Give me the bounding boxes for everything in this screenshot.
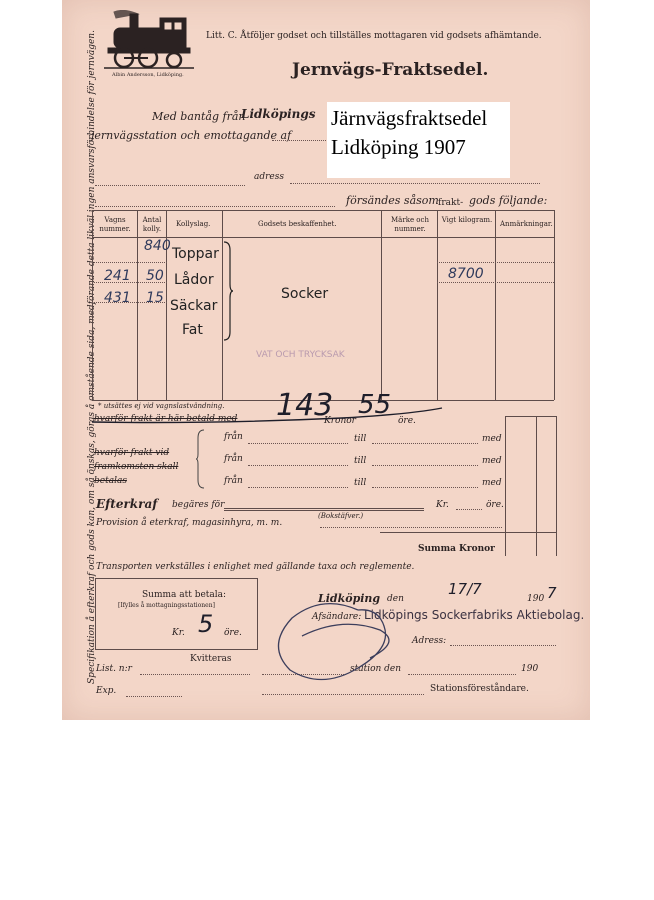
kollyslag-sackar: Säckar	[170, 298, 218, 314]
table-col-border	[92, 210, 93, 400]
summa-ore-label: öre.	[224, 628, 242, 638]
provision-label: Provision å eterkraf, magasinhyra, m. m.	[96, 518, 283, 528]
forsandes-label: försändes såsom	[346, 194, 439, 207]
header-vigt-kilogram: Vigt kilogram.	[441, 216, 493, 224]
list-nr-label: List. n:r	[96, 664, 132, 674]
name-line	[95, 185, 245, 186]
summa-att-betala-subtitle: [Ifylles å mottagningsstationen]	[118, 602, 215, 609]
efterkraf-kr-line	[456, 509, 482, 510]
fran-brace	[196, 428, 206, 490]
frakt-label: frakt-	[438, 198, 464, 208]
station-year: 190	[521, 664, 539, 674]
station-den-label: station den	[350, 664, 402, 674]
fran-line-1	[248, 443, 348, 444]
summa-kronor-label: Summa Kronor	[418, 544, 495, 554]
adress-line	[290, 183, 540, 184]
header-godsets-beskaffenhet: Godsets beskaffenhet.	[258, 220, 337, 228]
amount-kronor: 143	[276, 388, 334, 423]
sender-date: 17/7	[448, 580, 482, 598]
antal-kolly-2: 15	[146, 290, 164, 306]
amount-box-border	[505, 416, 506, 556]
sender-adress-line	[450, 645, 556, 646]
kollyslag-toppar: Toppar	[172, 246, 219, 262]
till-line-2	[372, 465, 478, 466]
table-col-border	[137, 210, 138, 400]
vigt-kilogram: 8700	[448, 266, 484, 282]
row-rule	[437, 282, 554, 283]
header-vagns-nummer: Vagns nummer.	[99, 216, 131, 233]
brace-bracket	[222, 240, 234, 342]
row-rule	[92, 262, 167, 263]
kollyslag-fat: Fat	[182, 322, 203, 338]
emottagande-line	[272, 140, 326, 141]
provision-line	[320, 527, 502, 528]
fran-label-2: från	[224, 454, 243, 464]
side-margin-text: Specifikation å efterkraf och gods kan, om så önskas, göras å omstående sida, medförande detta likväl ingen ansvarsförbindelse för jernvägen.	[87, 30, 97, 684]
table-col-border	[495, 210, 496, 400]
locomotive-illustration	[104, 10, 196, 72]
antal-total: 840	[144, 238, 171, 254]
transport-note: Transporten verkställes i enlighet med gällande taxa och reglemente.	[96, 562, 415, 572]
signature-scrawl	[262, 586, 412, 696]
faint-stamp: VAT OCH TRYCKSAK	[256, 350, 345, 360]
antal-kolly-1: 50	[146, 268, 164, 284]
till-line-1	[372, 443, 478, 444]
hvarfor-label: hvarför frakt är här betald med	[94, 414, 238, 424]
table-col-border	[381, 210, 382, 400]
caption-title: Järnvägsfraktsedel	[331, 106, 488, 130]
header-anmarkningar: Anmärkningar.	[500, 220, 553, 228]
sender-den-label: den	[387, 594, 404, 604]
summa-att-betala-title: Summa att betala:	[142, 590, 227, 600]
till-line-3	[372, 487, 478, 488]
fran-line-3	[248, 487, 348, 488]
med-label-1: med	[482, 434, 502, 444]
ore-label: öre.	[398, 416, 416, 426]
amount-box-border	[505, 416, 556, 417]
summa-att-betala-box	[95, 578, 258, 650]
litt-note: Litt. C. Åtföljer godset och tillställes mottagaren vid godsets afhämtande.	[206, 31, 542, 41]
efterkraf-ore-label: öre.	[486, 500, 504, 510]
med-bantag-label: Med bantåg från	[152, 110, 246, 123]
fran-line-2	[248, 465, 348, 466]
row-rule	[437, 262, 554, 263]
efterkraf-label: Efterkraf	[96, 497, 158, 511]
engraver-credit: Albin Andersson, Lidköping.	[112, 72, 184, 78]
gods-label: gods följande:	[469, 194, 548, 207]
till-label-3: till	[354, 478, 367, 488]
strike-through-line	[92, 404, 452, 428]
caption-overlay	[327, 102, 510, 178]
godsets-beskaffenhet: Socker	[281, 286, 329, 302]
description-line	[95, 206, 335, 207]
stationsforestandare-label: Stationsföreståndare.	[430, 684, 529, 694]
med-label-3: med	[482, 478, 502, 488]
summa-kr-value: 5	[198, 610, 214, 638]
caption-subtitle: Lidköping 1907	[331, 135, 466, 159]
list-nr-line	[140, 674, 250, 675]
summa-box-top	[380, 532, 556, 533]
header-antal-kolly: Antal kolly.	[142, 216, 162, 233]
from-station: Lidköpings	[241, 107, 316, 121]
jernvagsstation-label: jernvägsstation och emottagande af	[91, 129, 292, 142]
efterkraf-kr-label: Kr.	[436, 500, 449, 510]
sender-place: Lidköping	[318, 592, 381, 605]
efterkraf-amount-line	[224, 508, 424, 511]
header-kollyslag: Kollyslag.	[176, 220, 211, 228]
afsandare-stamp: Lidköpings Sockerfabriks Aktiebolag.	[364, 608, 585, 622]
document-title: Jernvägs-Fraktsedel.	[292, 60, 489, 80]
kvitteras-label: Kvitteras	[190, 654, 232, 664]
table-top-border	[92, 210, 554, 211]
table-footnote: * utsättes ej vid vagnslastvändning.	[98, 402, 225, 410]
sender-year-prefix: 190	[527, 594, 545, 604]
fran-label-1: från	[224, 432, 243, 442]
sender-adress-label: Adress:	[412, 636, 447, 646]
afsandare-label: Afsändare:	[312, 612, 362, 622]
summa-kr-label: Kr.	[172, 628, 185, 638]
vagn-nummer-1: 241	[104, 268, 131, 284]
vagn-nummer-2: 431	[104, 290, 131, 306]
adress-label: adress	[254, 172, 284, 182]
kronor-label: Kronor	[324, 416, 356, 426]
fran-label-3: från	[224, 476, 243, 486]
sender-year-digit: 7	[547, 584, 557, 602]
amount-ore: 55	[358, 390, 392, 420]
exp-line	[126, 696, 182, 697]
begares-label: begäres för	[172, 500, 225, 510]
station-date-line	[408, 674, 516, 675]
table-col-border	[437, 210, 438, 400]
till-label-1: till	[354, 434, 367, 444]
exp-label: Exp.	[96, 686, 117, 696]
bokstafver-label: (Bokstäfver.)	[318, 512, 364, 520]
amount-box-border	[556, 416, 557, 556]
till-label-2: till	[354, 456, 367, 466]
framkomsten-label: hvarför frakt vid framkomsten skall betalas	[94, 448, 179, 486]
table-col-border	[554, 210, 555, 400]
header-marke-nummer: Märke och nummer.	[391, 216, 429, 233]
amount-box-border	[536, 416, 537, 556]
med-label-2: med	[482, 456, 502, 466]
kollyslag-lador: Lådor	[174, 272, 214, 288]
